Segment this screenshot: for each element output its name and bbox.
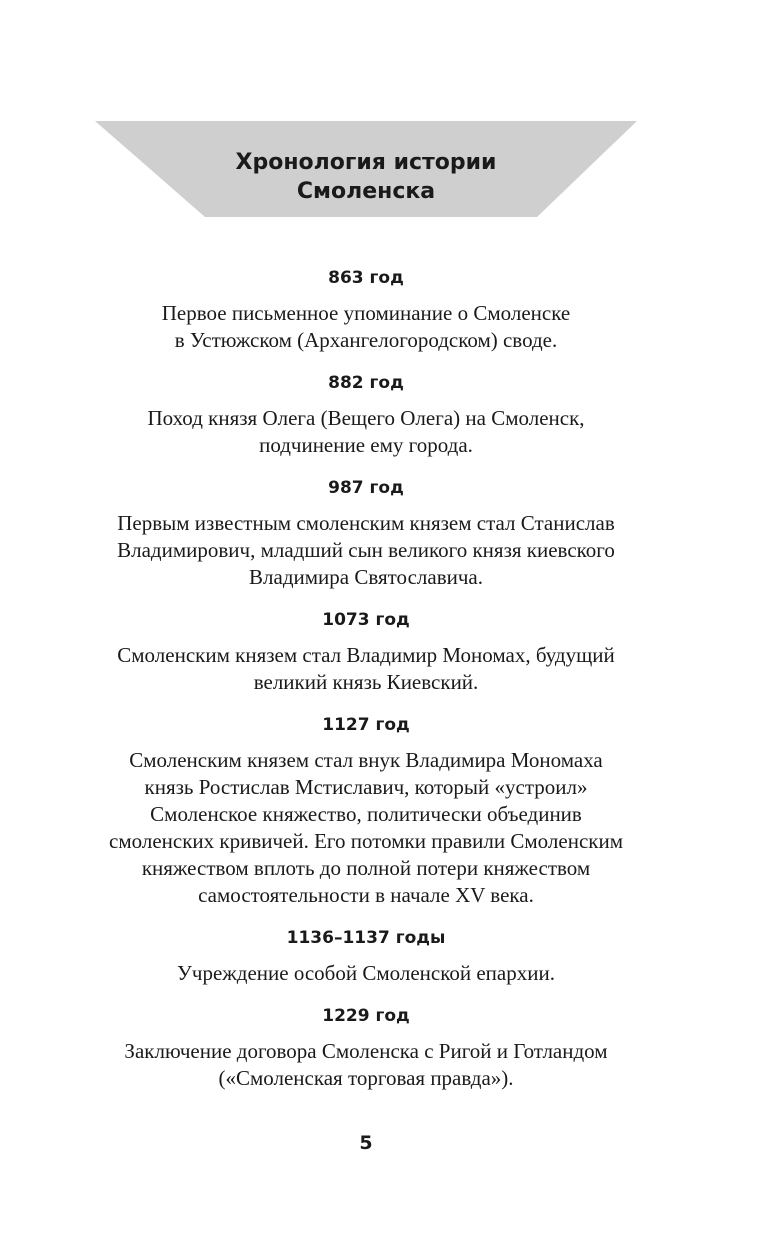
entry-line: самостоятельности в начале XV века. (198, 883, 534, 907)
chronology-entry-863 (80, 266, 652, 354)
entry-year: 1229 год (322, 1006, 410, 1026)
chronology-entry-882 (80, 371, 652, 459)
entry-line: в Устюжском (Архангелогородском) своде. (174, 328, 558, 352)
entry-year: 987 год (328, 478, 404, 498)
entry-year: 882 год (328, 373, 404, 393)
entry-line: князь Ростислав Мстиславич, который «устроил» (144, 775, 588, 799)
entry-line: Владимира Святославича. (249, 565, 483, 589)
entry-line: Смоленским князем стал Владимир Мономах, будущий (117, 643, 615, 667)
entry-description (80, 300, 652, 354)
entry-line: великий князь Киевский. (253, 670, 479, 694)
chronology-list (80, 266, 652, 1109)
chronology-entry-987 (80, 476, 652, 591)
entry-description (80, 405, 652, 459)
entry-description (80, 960, 652, 987)
entry-description (80, 1038, 652, 1092)
title-banner (95, 121, 637, 217)
entry-line: Первое письменное упоминание о Смоленске (161, 301, 571, 325)
entry-line: Заключение договора Смоленска с Ригой и Готландом (124, 1039, 608, 1063)
entry-line: подчинение ему города. (259, 433, 473, 457)
entry-year: 1136–1137 годы (286, 928, 446, 948)
chronology-entry-1229 (80, 1004, 652, 1092)
entry-line: Смоленское княжество, политически объединив (150, 802, 582, 826)
chronology-entry-1073 (80, 608, 652, 696)
entry-line: Поход князя Олега (Вещего Олега) на Смоленск, (147, 406, 585, 430)
chronology-entry-1127 (80, 713, 652, 909)
entry-year: 863 год (328, 268, 404, 288)
entry-description (80, 747, 652, 909)
entry-line: княжеством вплоть до полной потери княжеством (141, 856, 591, 880)
chronology-entry-1136-1137 (80, 926, 652, 987)
entry-year: 1073 год (322, 610, 410, 630)
entry-description (80, 510, 652, 591)
entry-line: Смоленским князем стал внук Владимира Мономаха (129, 748, 603, 772)
entry-line: Учреждение особой Смоленской епархии. (177, 961, 555, 985)
entry-year: 1127 год (322, 715, 410, 735)
entry-line: смоленских кривичей. Его потомки правили Смоленским (109, 829, 623, 853)
page-title (95, 148, 637, 206)
entry-line: Владимирович, младший сын великого князя киевского (117, 538, 615, 562)
entry-description (80, 642, 652, 696)
page-number: 5 (359, 1132, 373, 1154)
entry-line: Первым известным смоленским князем стал Станислав (117, 511, 615, 535)
entry-line: («Смоленская торговая правда»). (218, 1066, 514, 1090)
page-title-line-2: Смоленска (296, 179, 436, 204)
page-title-line-1: Хронология истории (235, 150, 497, 175)
